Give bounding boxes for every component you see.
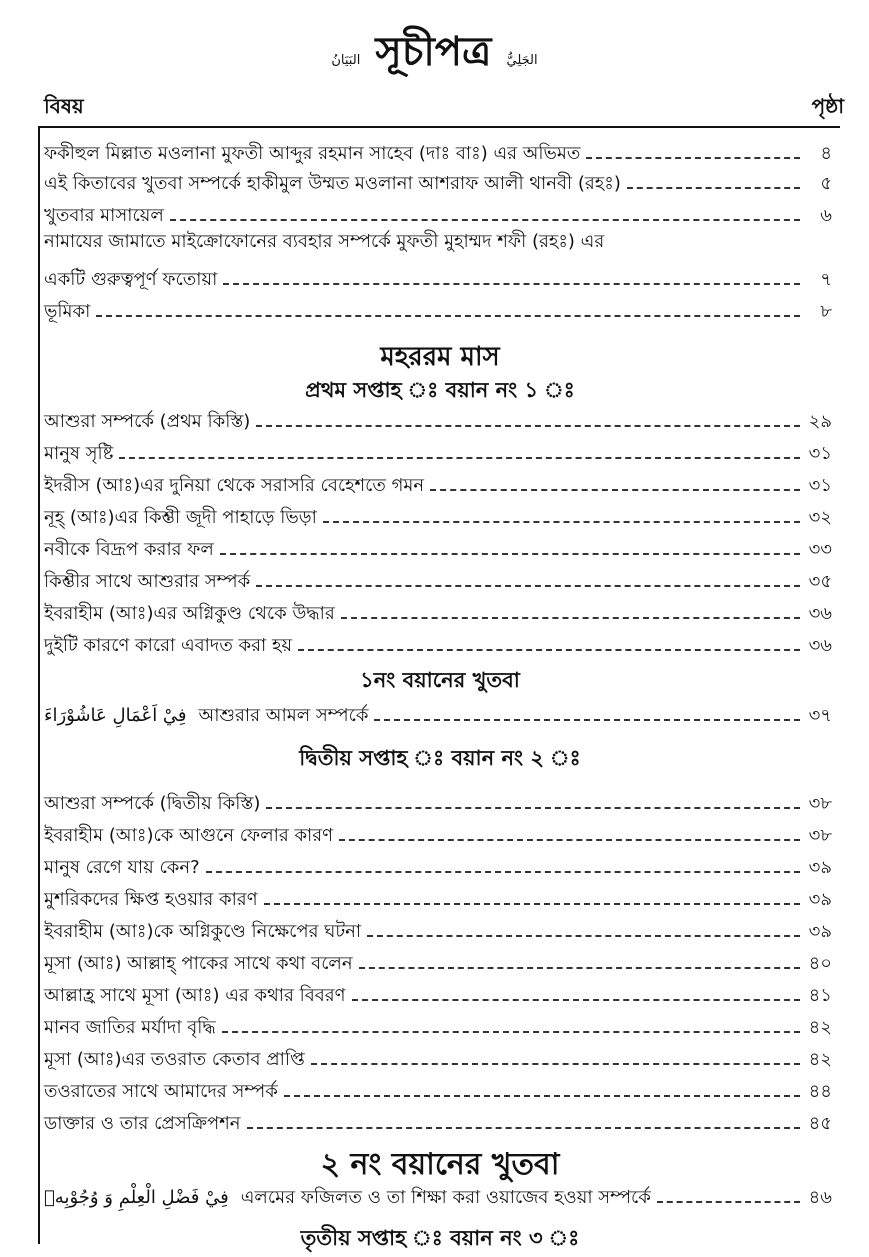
toc-entry[interactable] — [44, 468, 832, 498]
ornament-left: البَيَانُ — [331, 53, 361, 68]
toc-entry[interactable] — [44, 436, 832, 466]
dot-leader — [311, 1063, 800, 1065]
toc-entry-title: আশুরা সম্পর্কে (প্রথম কিস্তি) — [44, 411, 251, 432]
week-heading: দ্বিতীয় সপ্তাহ ঃ বয়ান নং ২ ঃ — [299, 746, 581, 770]
toc-entry-page: ৩৫ — [808, 571, 832, 592]
toc-entry-page: ৩৬ — [808, 603, 832, 624]
toc-entry-title: এই কিতাবের খুতবা সম্পর্কে হাকীমুল উম্মত মওলানা আশরাফ আলী থানবী (রহঃ) — [44, 173, 621, 194]
toc-entry-title: মুশরিকদের ক্ষিপ্ত হওয়ার কারণ — [44, 889, 258, 910]
toc-entry[interactable] — [44, 818, 832, 848]
toc-entry-title: খুতবার মাসায়েল — [44, 205, 164, 226]
toc-entry-page: ৩৮ — [808, 825, 832, 846]
toc-entry-page: ৫ — [820, 173, 832, 194]
page-title: সূচীপত্র — [375, 29, 492, 75]
toc-entry-page: ৩৩ — [808, 539, 832, 560]
toc-entry-line — [44, 230, 832, 260]
toc-entry[interactable] — [44, 946, 832, 976]
dot-leader — [206, 871, 800, 873]
toc-entry[interactable] — [44, 1010, 832, 1040]
column-header-subject: বিষয় — [44, 94, 84, 118]
dot-leader — [222, 1031, 800, 1033]
dot-leader — [256, 585, 800, 587]
toc-entry[interactable] — [44, 262, 832, 292]
column-header — [44, 92, 844, 122]
dot-leader — [298, 649, 800, 651]
toc-entry-page: ৩১ — [808, 443, 832, 464]
khutba-heading: ২ নং বয়ানের খুতবা — [320, 1147, 560, 1182]
dot-leader — [586, 157, 800, 159]
toc-entry-page: ৬ — [820, 205, 832, 226]
toc-entry-title: আল্লাহ্র সাথে মূসা (আঃ) এর কথার বিবরণ — [44, 985, 346, 1006]
toc-entry-title: দুইটি কারণে কারো এবাদত করা হয় — [44, 635, 293, 656]
week-heading: প্রথম সপ্তাহ ঃ বয়ান নং ১ ঃ — [305, 378, 575, 402]
dot-leader — [339, 839, 800, 841]
toc-entry-title: আশুরা সম্পর্কে (দ্বিতীয় কিস্তি) — [44, 793, 261, 814]
dot-leader — [284, 1095, 800, 1097]
toc-entry[interactable] — [44, 914, 832, 944]
dot-leader — [359, 967, 800, 969]
toc-entry-page: ৪৫ — [808, 1113, 832, 1134]
toc-entry-title: ভূমিকা — [44, 301, 91, 322]
toc-entry[interactable] — [44, 564, 832, 594]
toc-entry-page: ৪৪ — [808, 1081, 832, 1102]
dot-leader — [220, 553, 800, 555]
toc-entry[interactable] — [44, 136, 832, 166]
toc-entry-title: ইবরাহীম (আঃ)এর অগ্নিকুণ্ড থেকে উদ্ধার — [44, 603, 335, 624]
toc-entry[interactable] — [44, 850, 832, 880]
toc-entry-title: মূসা (আঃ)এর তওরাত কেতাব প্রাপ্তি — [44, 1049, 305, 1070]
toc-entry-title: নামাযের জামাতে মাইক্রোফোনের ব্যবহার সম্পর্কে মুফতী মুহাম্মদ শফী (রহঃ) এর — [44, 231, 605, 252]
toc-entry[interactable] — [44, 978, 832, 1008]
toc-entry-page: ৩৯ — [808, 857, 832, 878]
dot-leader — [170, 219, 800, 221]
month-heading: মহররম মাস — [380, 342, 500, 372]
dot-leader — [223, 283, 800, 285]
dot-leader — [264, 903, 800, 905]
dot-leader — [352, 999, 800, 1001]
toc-entry[interactable] — [44, 1074, 832, 1104]
dot-leader — [374, 719, 800, 721]
toc-entry-page: ২৯ — [808, 411, 832, 432]
toc-entry[interactable] — [44, 1106, 832, 1136]
toc-entry[interactable] — [44, 294, 832, 324]
dot-leader — [247, 1127, 800, 1129]
toc-entry-title: ডাক্তার ও তার প্রেসক্রিপশন — [44, 1113, 241, 1134]
column-header-page: পৃষ্ঠা — [811, 94, 844, 118]
toc-entry-page: ৩৮ — [808, 793, 832, 814]
toc-entry[interactable] — [44, 786, 832, 816]
ornament-right: الجَلِيُّ — [506, 53, 538, 68]
toc-entry-page: ৩৭ — [808, 705, 832, 726]
toc-entry[interactable] — [44, 628, 832, 658]
header-rule — [40, 126, 840, 128]
toc-entry[interactable] — [44, 882, 832, 912]
toc-entry[interactable] — [44, 1180, 832, 1210]
toc-entry-page: ৩১ — [808, 475, 832, 496]
toc-entry-page: ৪ — [820, 143, 832, 164]
toc-entry[interactable] — [44, 166, 832, 196]
dot-leader — [96, 315, 800, 317]
dot-leader — [266, 807, 800, 809]
toc-entry[interactable] — [44, 1042, 832, 1072]
toc-entry[interactable] — [44, 198, 832, 228]
dot-leader — [657, 1201, 800, 1203]
dot-leader — [367, 935, 800, 937]
toc-entry-title: তওরাতের সাথে আমাদের সম্পর্ক — [44, 1081, 278, 1102]
toc-entry-page: ৩৯ — [808, 889, 832, 910]
week-heading: তৃতীয় সপ্তাহ ঃ বয়ান নং ৩ ঃ — [300, 1226, 580, 1250]
toc-entry-page: ৪১ — [808, 985, 832, 1006]
toc-entry-title: কিশ্তীর সাথে আশুরার সম্পর্ক — [44, 571, 251, 592]
toc-entry[interactable] — [44, 404, 832, 434]
toc-entry-title: ইদরীস (আঃ)এর দুনিয়া থেকে সরাসরি বেহেশতে গমন — [44, 475, 425, 496]
arabic-title: فِيْ اَعْمَالِ عَاشُوْرَاءَ — [44, 705, 187, 726]
toc-entry[interactable] — [44, 698, 832, 728]
khutba-heading: ১নং বয়ানের খুতবা — [360, 668, 520, 692]
toc-entry-title: মানব জাতির মর্যাদা বৃদ্ধি — [44, 1017, 216, 1038]
toc-entry[interactable] — [44, 500, 832, 530]
toc-entry-title: মানুষ সৃষ্টি — [44, 443, 114, 464]
dot-leader — [341, 617, 800, 619]
toc-entry-page: ৪০ — [808, 953, 832, 974]
toc-entry-title: নূহ্ (আঃ)এর কিশ্তী জূদী পাহাড়ে ভিড়া — [44, 507, 317, 528]
dot-leader — [627, 187, 800, 189]
dot-leader — [430, 489, 800, 491]
toc-entry-title: একটি গুরুত্বপূর্ণ ফতোয়া — [44, 269, 218, 290]
toc-entry-page: ৩২ — [808, 507, 832, 528]
toc-entry-page: ৪২ — [808, 1049, 832, 1070]
dot-leader — [323, 521, 800, 523]
page-title-block — [0, 20, 869, 87]
toc-entry-title: ফকীহুল মিল্লাত মওলানা মুফতী আব্দুর রহমান সাহেব (দাঃ বাঃ) এর অভিমত — [44, 143, 581, 164]
toc-entry-title: মানুষ রেগে যায় কেন? — [44, 857, 200, 878]
dot-leader — [256, 425, 800, 427]
toc-entry-page: ৪২ — [808, 1017, 832, 1038]
toc-entry-page: ৭ — [820, 269, 832, 290]
arabic-title: فِيْ فَضْلِ الْعِلْمِ وَ وُجُوْبِهٖ — [44, 1187, 229, 1208]
toc-entry[interactable] — [44, 596, 832, 626]
toc-entry-title: ইবরাহীম (আঃ)কে আগুনে ফেলার কারণ — [44, 825, 334, 846]
toc-entry-title: আশুরার আমল সম্পর্কে — [198, 705, 369, 726]
toc-entry-page: ৮ — [820, 301, 832, 322]
toc-entry-title: এলমের ফজিলত ও তা শিক্ষা করা ওয়াজেব হওয়া সম্পর্কে — [240, 1187, 651, 1208]
toc-entry-title: নবীকে বিদ্রূপ করার ফল — [44, 539, 214, 560]
dot-leader — [119, 457, 800, 459]
toc-entry-page: ৪৬ — [808, 1187, 832, 1208]
toc-entry[interactable] — [44, 532, 832, 562]
toc-entry-page: ৩৯ — [808, 921, 832, 942]
toc-entry-title: মূসা (আঃ) আল্লাহ্ পাকের সাথে কথা বলেন — [44, 953, 353, 974]
toc-entry-title: ইবরাহীম (আঃ)কে অগ্নিকুণ্ডে নিক্ষেপের ঘটনা — [44, 921, 362, 942]
toc-entry-page: ৩৬ — [808, 635, 832, 656]
